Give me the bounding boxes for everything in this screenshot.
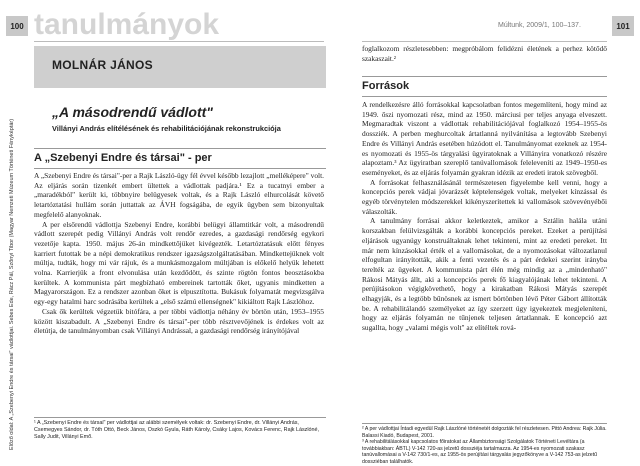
magazine-section-title: tanulmányok [34, 8, 220, 41]
section-rule-bottom-right [362, 96, 607, 97]
paragraph: A rendelkezésre álló forrásokkal kapcsolatban fontos megemlíteni, hogy mind az 1949. őszi nyomozati rész, mind az 1950. márciusi per teljes anyaga elveszett. Megmaradtak viszont a vádlottak rehabilitációjával foglalkozó 1954–1955-ös dossziék. A perben meghurcoltak ártatlanná nyilvánítása a legtovább Szebenyi Endre és Villányi András esetében húzódott el. Tanulmányomat ezeknek az 1954-es nyomozati és 1955-ös tárgyalási ügyiratoknak a Villányira vonatkozó részére alapoztam.³ Az ügyiratban szereplő tanúvallomások feleleveníti az 1949–1950-es eseményeket, és az eljárás folyamán gyakran idézik az eredeti iratok szövegből. [362, 100, 607, 177]
footnote-rule-right [362, 423, 607, 424]
paragraph: Csak ők kerültek végzetük bitófára, a per többi vádlottja néhány év börtön után, 1953–1955 között kiszabadult. A „Szebenyi Endre és társai"-per több résztvevőjének is érdekes volt az életútja, de tanulmányomban csak Villányi Andrással, a gazdasági rendőrség irányítójával [34, 306, 324, 336]
page-number-right: 101 [612, 16, 634, 36]
sidebar-caption-text: Előző oldal: A „Szebenyi Endre és társai" vádlottjai. Sebes Ede, Rácz Pál, Szőnyi Tibor (Magyar Nemzeti Múzeum Történeti Fényképtár) [9, 118, 15, 450]
paragraph: foglalkozom részletesebben: megpróbálom felidézni életének a perhez kötődő szakaszait.² [362, 44, 607, 63]
section-rule-top [34, 148, 326, 149]
footnote: ² A per vádlottjai Íntadi egyedül Rajk Lászlóné történetét dolgozták fel részletesen. Pittó Andrea: Rajk Júlia. Balassi Kiadó, Budapest, 2001. [362, 426, 607, 439]
issue-info: Múltunk, 2009/1, 100–137. [498, 22, 581, 29]
paragraph: A „Szebenyi Endre és társai"-per a Rajk László-ügy fél évvel később lezajlott „melléképere" volt. Az eljárás során tizenkét embert ültettek a vádlottak padjára.¹ Ez a tucatnyi ember a „maradékból" került ki, többnyire belügyesek voltak, és a Rajk László elhurcolását követő letartóztatási hullám során juttattak az ÁVH fogságába, de egyik ügyben sem bizonyultak megfelelő alanyoknak. [34, 171, 324, 219]
footnote-rule-left [34, 417, 326, 418]
footnote: ³ A rehabilitálásokkal kapcsolatos főiratokat az Állambiztonsági Szolgálatok Történeti Levéltára (a továbbiakban: ÁBTL) V-142 720-as jelzetű dossziéja tartalmazza. Az 1954-es nyomozati szakasz tanúvallomásai a V-142 730/1-es, az 1955-ös perújítási tárgyalás jegyzőkönyve a V-142 753-as jelzetű dossziéban találhatók. [362, 439, 598, 465]
article-title: „A másodrendű vádlott" [52, 104, 213, 120]
section-rule-top-right [362, 76, 607, 77]
right-column [362, 100, 607, 333]
left-column [34, 171, 324, 336]
header-rule-left [34, 41, 324, 42]
footnote-left: ¹ A „Szebenyi Endre és társai" per vádlottjai az alábbi személyek voltak: dr. Szebenyi Endre, dr. Villányi András, Csemegyes Sándor, dr. Tóth Ottó, Beck János, Oszkó Gyula, Ráth Károly, Csáky Lajos, Kovács Ferenc, Rajk Lászlóné, Sally Judit, Villányi Emő. [34, 420, 320, 441]
paragraph: A forrásokat felhasználásánál természetesen figyelembe kell venni, hogy a koncepciós perek vádjai jóvarázsét képtelenségek voltak, melyeket kínzással és egyéb törvénytelen módszerekkel kikényszerítettek ki vallomások szövevényébői válaszolták. [362, 177, 607, 216]
right-column-top [362, 44, 607, 63]
article-subtitle: Villányi András elítélésének és rehabilitációjának rekonstrukciója [52, 124, 281, 133]
author-name: MOLNÁR JÁNOS [52, 58, 153, 72]
footnotes-right [362, 426, 607, 466]
paragraph: A per elsőrendű vádlottja Szebenyi Endre, korábbi belügyi államtitkár volt, a másodrendű vádlott szerepét pedig Villányi András volt rendőr ezredes, a gazdasági rendőrség egykori vezetője kapta. 1950. május 26-án mindkettőjüket kivégezték. Letartóztatásuk előtt fényes karriert futottak be a népi demokratikus rendszer igazságszolgáltatásában. Mindkettejüknek volt múltja, tudták, hogy mi vár rájuk, és a munkásmozgalom múltjában is előkelő helyük lehetett volna. Karrierjük a front elvonulása után kezdődött, és szinte rögtön fontos beosztásokba kerültek. A kommunista párt megbízható embereinek tartották őket, ugyanis mindketten a Magyarországon. Ez a rendszer azonban őket is elpusztította. Bukásuk folyamatát megvizsgálva egy-egy hatalmi harc sodrásába kerültek a „első számú ellenségnek" kikiáltott Rajk Lászlóhoz. [34, 219, 324, 307]
sidebar-caption [3, 118, 23, 450]
paragraph: A tanulmány forrásai akkor keletkeztek, amikor a Sztálin halála utáni korszakban felülvizsgálták a korábbi koncepciós pereket. Ezeket a perújítási eljárások ugyanúgy konstruáltaknak lehet tekinteni, mint az eredeti pereket. Itt már nem kínzásokkal érték el a vallomásokat, de a nyomozásokat változatlanul elfogultan irányították, akik a fenti vezetés és a párt érdekei szerint irányba terelték az ügyeket. A kommunista párt élén még mindig az a „mindenható" Rákosi Mátyás állt, aki a koncepciós perek fő kiagyalójának lehet tekinteni. A perújításokon végigkövethető, hogy a kirakatban Rákosi Mátyás szerepét elhagyják, és a legtöbb bűnösnek az ismert börtönben lévő Péter Gábort állították be. A rehabilitálandó személyeket az így szerzett úgy igyekeztek megjeleníteni, hogy az eljárás folyamán ne tűnjenek teljesen ártatlannak. E koncepció azt sugallta, hogy „valami mégis volt" az elítéltek rová- [362, 216, 607, 333]
section-heading-right: Források [362, 80, 410, 92]
page-number-left: 100 [6, 16, 28, 36]
header-rule-right [362, 41, 607, 42]
section-rule-bottom [34, 168, 326, 169]
section-heading-left: A „Szebenyi Endre és társai" - per [34, 152, 212, 164]
